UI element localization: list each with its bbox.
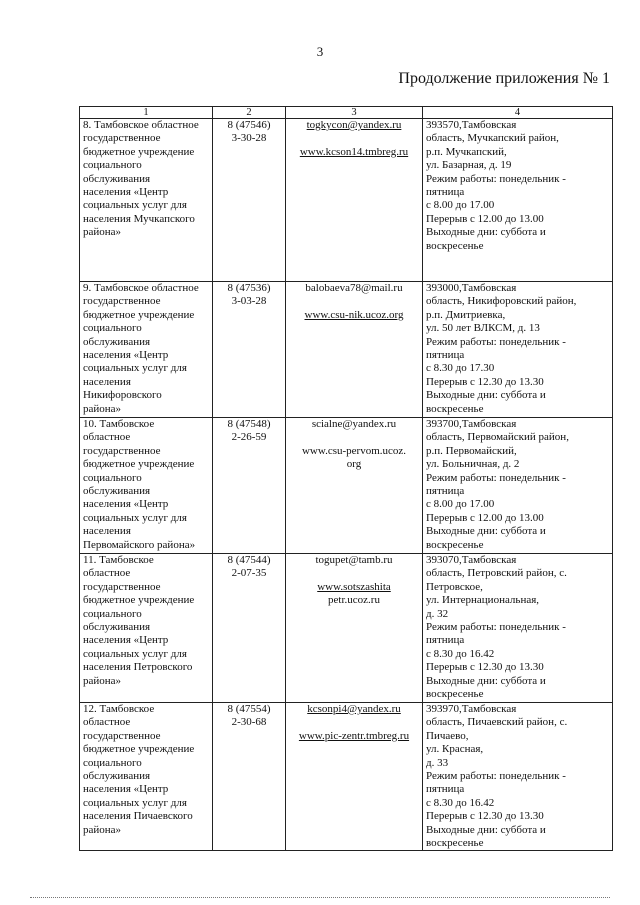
phone-number: 3-30-28: [231, 132, 267, 145]
address-cell: [423, 418, 613, 554]
name-line: бюджетное учреждение: [83, 594, 195, 607]
contacts-cell: [286, 554, 423, 703]
address-line: пятница: [426, 783, 465, 796]
address-line: пятница: [426, 349, 465, 362]
name-line: Первомайского района»: [83, 538, 196, 551]
address-line: д. 33: [426, 756, 449, 769]
address-line: с 8.00 до 17.00: [426, 498, 495, 511]
address-line: ул. Интернациональная,: [426, 594, 540, 607]
institution-name-cell: [80, 282, 213, 418]
name-line: социальных услуг для: [83, 647, 187, 660]
address-cell: [423, 703, 613, 851]
table-row: [80, 703, 613, 851]
name-line: обслуживания: [83, 485, 151, 498]
address-line: Перерыв с 12.00 до 13.00: [426, 212, 544, 225]
name-line: государственное: [83, 132, 161, 145]
address-line: 393570,Тамбовская: [426, 119, 517, 131]
address-line: воскресенье: [426, 402, 484, 415]
table-row: [80, 119, 613, 282]
phone-code: 8 (47548): [227, 418, 271, 430]
address-line: Режим работы: понедельник -: [426, 471, 566, 484]
website-link-continued[interactable]: org: [346, 458, 362, 471]
address-line: ул. Базарная, д. 19: [426, 159, 512, 172]
email-link[interactable]: togkycon@yandex.ru: [306, 119, 402, 131]
address-line: область, Пичаевский район, с.: [426, 716, 568, 729]
contacts-cell: [286, 119, 423, 282]
address-line: р.п. Дмитриевка,: [426, 308, 506, 321]
address-line: 393700,Тамбовская: [426, 418, 517, 430]
phone-cell: [213, 119, 286, 282]
institution-name-cell: [80, 554, 213, 703]
address-line: Режим работы: понедельник -: [426, 335, 566, 348]
address-line: Режим работы: понедельник -: [426, 770, 566, 783]
name-line: района»: [83, 402, 122, 415]
phone-number: 2-07-35: [231, 567, 267, 580]
name-line: района»: [83, 226, 122, 239]
name-line: бюджетное учреждение: [83, 308, 195, 321]
address-line: воскресенье: [426, 239, 484, 252]
institution-name-cell: [80, 119, 213, 282]
name-line: областное: [83, 431, 131, 444]
phone-number: 2-26-59: [231, 431, 267, 444]
address-line: Режим работы: понедельник -: [426, 621, 566, 634]
table-row: [80, 282, 613, 418]
address-line: область, Петровский район, с.: [426, 567, 567, 580]
address-line: Пичаево,: [426, 729, 469, 742]
name-line: государственное: [83, 295, 161, 308]
address-line: Перерыв с 12.30 до 13.30: [426, 375, 544, 388]
name-line: бюджетное учреждение: [83, 458, 195, 471]
phone-cell: [213, 554, 286, 703]
phone-code: 8 (47536): [227, 282, 271, 294]
column-header-3: 3: [286, 107, 423, 119]
address-line: с 8.00 до 17.00: [426, 199, 495, 212]
name-line: населения «Центр: [83, 349, 169, 362]
name-line: бюджетное учреждение: [83, 145, 195, 158]
name-line: социальных услуг для: [83, 796, 187, 809]
website-link[interactable]: www.kcson14.tmbreg.ru: [299, 145, 409, 158]
phone-number: 2-30-68: [231, 716, 267, 729]
address-line: д. 32: [426, 607, 449, 620]
column-header-1: 1: [80, 107, 213, 119]
name-line: социального: [83, 471, 142, 484]
name-line: обслуживания: [83, 621, 151, 634]
address-line: Перерыв с 12.30 до 13.30: [426, 810, 544, 823]
address-line: область, Мучкапский район,: [426, 132, 559, 145]
name-line: бюджетное учреждение: [83, 743, 195, 756]
address-line: воскресенье: [426, 837, 484, 850]
address-line: Перерыв с 12.30 до 13.30: [426, 661, 544, 674]
name-line: населения: [83, 375, 131, 388]
table-header-row: [80, 107, 613, 119]
phone-number: 3-03-28: [231, 295, 267, 308]
address-line: область, Первомайский район,: [426, 431, 569, 444]
address-cell: [423, 282, 613, 418]
name-line: социального: [83, 756, 142, 769]
scan-footer-line: [30, 897, 610, 898]
name-line: населения «Центр: [83, 783, 169, 796]
address-line: воскресенье: [426, 688, 484, 701]
address-line: с 8.30 до 16.42: [426, 647, 495, 660]
address-line: с 8.30 до 17.30: [426, 362, 495, 375]
name-line: населения Пичаевского: [83, 810, 193, 823]
name-line: 10. Тамбовское: [83, 418, 155, 430]
table-row: [80, 418, 613, 554]
name-line: обслуживания: [83, 770, 151, 783]
name-line: государственное: [83, 729, 161, 742]
address-line: воскресенье: [426, 538, 484, 551]
address-line: Выходные дни: суббота и: [426, 389, 546, 402]
address-line: пятница: [426, 634, 465, 647]
address-line: ул. Больничная, д. 2: [426, 458, 520, 471]
table-row: [80, 554, 613, 703]
website-link[interactable]: www.pic-zentr.tmbreg.ru: [298, 729, 410, 742]
name-line: 12. Тамбовское: [83, 703, 155, 715]
appendix-title: Продолжение приложения № 1: [398, 70, 610, 87]
name-line: социального: [83, 607, 142, 620]
phone-code: 8 (47544): [227, 554, 271, 566]
name-line: социальных услуг для: [83, 362, 187, 375]
name-line: Никифоровского: [83, 389, 162, 402]
address-line: Петровское,: [426, 580, 483, 593]
name-line: обслуживания: [83, 172, 151, 185]
phone-code: 8 (47554): [227, 703, 271, 715]
name-line: социального: [83, 322, 142, 335]
institutions-table: [79, 106, 613, 851]
name-line: населения: [83, 525, 131, 538]
name-line: областное: [83, 716, 131, 729]
name-line: 9. Тамбовское областное: [83, 282, 199, 294]
name-line: социальных услуг для: [83, 511, 187, 524]
address-line: пятница: [426, 485, 465, 498]
address-line: 393970,Тамбовская: [426, 703, 517, 715]
name-line: 8. Тамбовское областное: [83, 119, 199, 131]
address-line: с 8.30 до 16.42: [426, 796, 495, 809]
email-link[interactable]: kcsonpi4@yandex.ru: [307, 703, 401, 715]
name-line: социального: [83, 159, 142, 172]
name-line: населения «Центр: [83, 634, 169, 647]
name-line: государственное: [83, 444, 161, 457]
website-link[interactable]: www.csu-nik.ucoz.org: [304, 308, 404, 321]
contacts-cell: [286, 282, 423, 418]
address-line: ул. Красная,: [426, 743, 484, 756]
address-line: пятница: [426, 186, 465, 199]
address-line: область, Никифоровский район,: [426, 295, 577, 308]
website-link[interactable]: www.csu-pervom.ucoz.: [301, 444, 407, 457]
address-line: Выходные дни: суббота и: [426, 226, 546, 239]
email-link[interactable]: togupet@tamb.ru: [315, 554, 393, 566]
name-line: населения «Центр: [83, 186, 169, 199]
address-line: Выходные дни: суббота и: [426, 674, 546, 687]
address-line: Перерыв с 12.00 до 13.00: [426, 511, 544, 524]
institution-name-cell: [80, 703, 213, 851]
name-line: населения Мучкапского: [83, 212, 195, 225]
institution-name-cell: [80, 418, 213, 554]
page-number: 3: [316, 44, 324, 59]
address-line: Выходные дни: суббота и: [426, 823, 546, 836]
name-line: населения «Центр: [83, 498, 169, 511]
address-cell: [423, 119, 613, 282]
name-line: социальных услуг для: [83, 199, 187, 212]
email-link[interactable]: scialne@yandex.ru: [311, 418, 397, 430]
name-line: населения Петровского: [83, 661, 193, 674]
address-line: Режим работы: понедельник -: [426, 172, 566, 185]
phone-code: 8 (47546): [227, 119, 271, 131]
address-line: 393070,Тамбовская: [426, 554, 517, 566]
name-line: государственное: [83, 580, 161, 593]
name-line: областное: [83, 567, 131, 580]
name-line: района»: [83, 674, 122, 687]
address-line: Выходные дни: суббота и: [426, 525, 546, 538]
address-line: 393000,Тамбовская: [426, 282, 517, 294]
address-cell: [423, 554, 613, 703]
phone-cell: [213, 282, 286, 418]
email-link[interactable]: balobaeva78@mail.ru: [305, 282, 403, 294]
phone-cell: [213, 703, 286, 851]
contacts-cell: [286, 703, 423, 851]
address-line: ул. 50 лет ВЛКСМ, д. 13: [426, 322, 540, 335]
column-header-2: 2: [213, 107, 286, 119]
website-link[interactable]: www.sotszashita: [317, 580, 391, 593]
address-line: р.п. Первомайский,: [426, 444, 517, 457]
address-line: р.п. Мучкапский,: [426, 145, 507, 158]
website-link-continued[interactable]: petr.ucoz.ru: [328, 594, 380, 607]
name-line: 11. Тамбовское: [83, 554, 154, 566]
column-header-4: 4: [423, 107, 613, 119]
contacts-cell: [286, 418, 423, 554]
name-line: обслуживания: [83, 335, 151, 348]
phone-cell: [213, 418, 286, 554]
name-line: района»: [83, 823, 122, 836]
